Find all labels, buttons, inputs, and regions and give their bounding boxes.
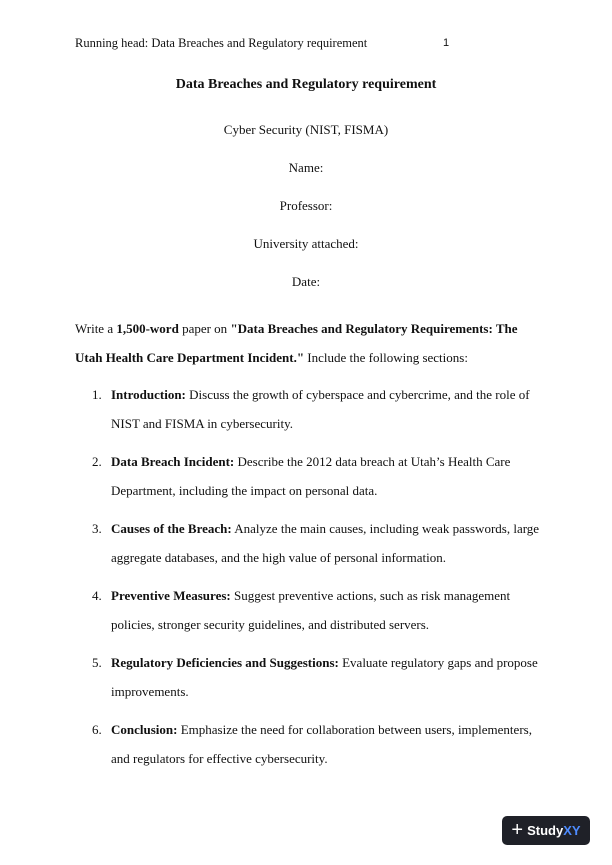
list-item <box>75 648 545 706</box>
list-item <box>75 581 545 639</box>
watermark-brand-xy: XY <box>563 823 581 838</box>
list-item-heading: Introduction: <box>111 387 186 402</box>
list-item-text: Discuss the growth of cyberspace and cybercrime, and the role of NIST and FISMA in cybersecurity. <box>111 387 530 431</box>
list-item-number: 2. <box>92 454 102 469</box>
list-item-heading: Preventive Measures: <box>111 588 231 603</box>
list-item-text: Emphasize the need for collaboration between users, implementers, and regulators for effective cybersecurity. <box>111 722 532 766</box>
studyxy-watermark-badge[interactable] <box>502 816 590 845</box>
subject-line: Cyber Security (NIST, FISMA) <box>223 122 389 137</box>
professor-label: Professor: <box>279 198 333 213</box>
list-item-text: Analyze the main causes, including weak passwords, large aggregate databases, and the high value of personal information. <box>111 521 540 565</box>
list-item-text: Evaluate regulatory gaps and propose improvements. <box>111 655 538 699</box>
plus-icon: + <box>511 818 524 841</box>
date-label: Date: <box>291 274 321 289</box>
intro-include: Include the following sections: <box>304 350 468 365</box>
intro-write-a: Write a <box>75 321 117 336</box>
list-item-heading: Data Breach Incident: <box>111 454 235 469</box>
section-list <box>75 380 545 782</box>
assignment-intro <box>75 314 545 372</box>
watermark-brand-study: Study <box>527 823 564 838</box>
list-item-number: 3. <box>92 521 102 536</box>
list-item <box>75 380 545 438</box>
watermark-brand <box>527 823 580 838</box>
list-item-heading: Conclusion: <box>111 722 178 737</box>
list-item-heading: Causes of the Breach: <box>111 521 232 536</box>
list-item <box>75 715 545 773</box>
intro-word-count: 1,500-word <box>116 321 179 336</box>
list-item-number: 6. <box>92 722 102 737</box>
list-item-number: 1. <box>92 387 102 402</box>
list-item-number: 5. <box>92 655 102 670</box>
list-item-heading: Regulatory Deficiencies and Suggestions: <box>111 655 339 670</box>
intro-paper-title: "Data Breaches and Regulatory Requirements: The Utah Health Care Department Incident." <box>75 321 518 365</box>
page-number: 1 <box>443 37 450 49</box>
list-item <box>75 514 545 572</box>
intro-paper-on: paper on <box>178 321 231 336</box>
name-label: Name: <box>288 160 324 175</box>
running-head: Running head: Data Breaches and Regulatory requirement <box>75 36 368 50</box>
list-item-text: Suggest preventive actions, such as risk management policies, stronger security guidelines, and distributed servers. <box>111 588 511 632</box>
paper-title: Data Breaches and Regulatory requirement <box>175 77 437 92</box>
list-item <box>75 447 545 505</box>
list-item-number: 4. <box>92 588 102 603</box>
university-label: University attached: <box>253 236 359 251</box>
list-item-text: Describe the 2012 data breach at Utah’s Health Care Department, including the impact on personal data. <box>111 454 511 498</box>
